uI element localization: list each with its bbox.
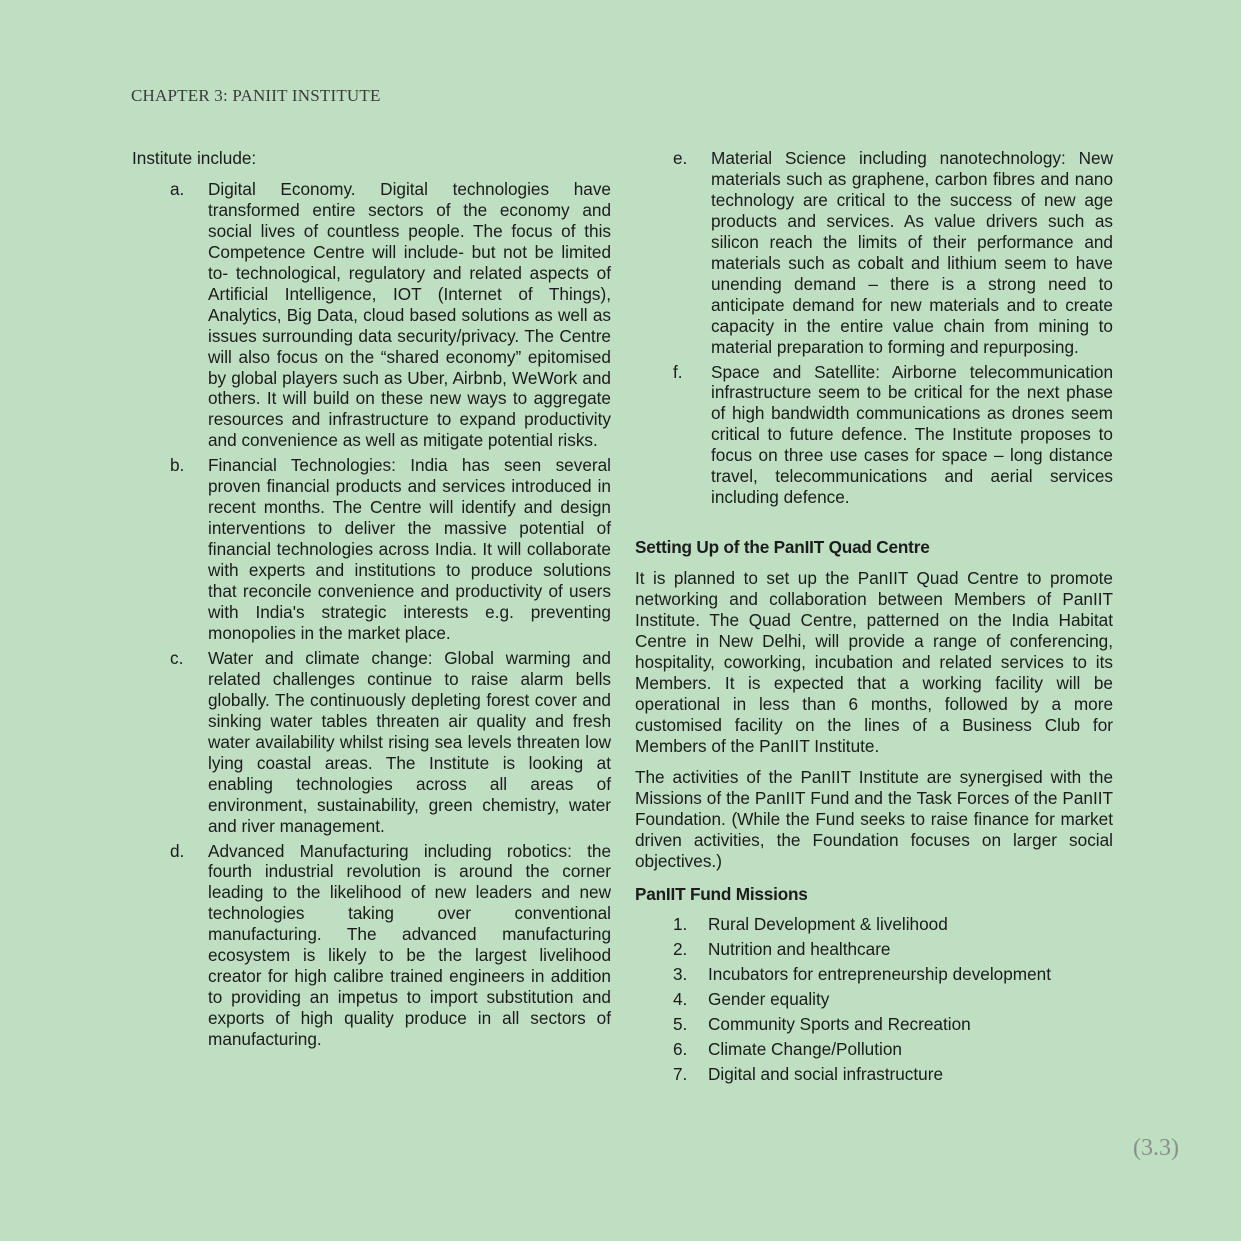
list-item-text: Digital Economy. Digital technologies have transformed entire sectors of the economy and social lives of countless people. The focus of this Competence Centre will include- but not be limited to- technological, regulatory and related aspects of Artificial Intelligence, IOT (Internet of Things), Analytics, Big Data, cloud based solutions as well as issues surrounding data security/privacy. The Centre will also focus on the “shared economy” epitomised by global players such as Uber, Airbnb, WeWork and others. It will build on these new ways to aggregate resources and infrastructure to expand productivity and convenience as well as mitigate potential risks. <box>208 178 611 451</box>
list-marker: e. <box>673 148 688 168</box>
mission-text: Climate Change/Pollution <box>708 1039 902 1060</box>
mission-item <box>635 989 1113 1010</box>
list-marker: a. <box>170 178 185 199</box>
mission-number: 7. <box>673 1064 688 1085</box>
mission-item <box>635 939 1113 960</box>
right-column <box>635 148 1113 1089</box>
list-item <box>635 362 1113 509</box>
intro-text: Institute include: <box>132 148 257 168</box>
mission-number: 1. <box>673 914 688 935</box>
competence-list-right <box>635 148 1113 508</box>
mission-item <box>635 964 1113 985</box>
mission-text: Gender equality <box>708 989 830 1010</box>
synergy-paragraph: The activities of the PanIIT Institute are synergised with the Missions of the PanIIT Fund and the Task Forces of the PanIIT Foundation. (While the Fund seeks to raise finance for market driven activities, the Foundation focuses on larger social objectives.) <box>635 766 1113 871</box>
quad-centre-heading: Setting Up of the PanIIT Quad Centre <box>635 537 930 558</box>
competence-list-left <box>132 179 611 1050</box>
mission-text: Community Sports and Recreation <box>708 1014 971 1035</box>
list-item <box>132 648 611 837</box>
mission-number: 6. <box>673 1039 688 1060</box>
mission-number: 4. <box>673 989 688 1010</box>
list-item-text: Material Science including nanotechnology: New materials such as graphene, carbon fibres and nano technology are critical to the success of new age products and services. As value drivers such as silicon reach the limits of their performance and materials such as cobalt and lithium seem to have unending demand – there is a strong need to anticipate demand for new materials and to create capacity in the entire value chain from mining to material preparation to forming and repurposing. <box>711 148 1113 357</box>
mission-item <box>635 1039 1113 1060</box>
mission-number: 2. <box>673 939 688 960</box>
list-marker: b. <box>170 455 185 476</box>
mission-item <box>635 914 1113 935</box>
list-item-text: Financial Technologies: India has seen several proven financial products and services introduced in recent months. The Centre will identify and design interventions to deliver the massive potential of financial technologies across India. It will collaborate with experts and institutions to produce solutions that reconcile convenience and productivity of users with India's strategic interests e.g. preventing monopolies in the market place. <box>208 455 611 643</box>
list-marker: d. <box>170 840 185 861</box>
chapter-header: CHAPTER 3: PANIIT INSTITUTE <box>131 86 381 105</box>
list-item-text: Water and climate change: Global warming and related challenges continue to raise alarm bells globally. The continuously depleting forest cover and sinking water tables threaten air quality and fresh water availability whilst rising sea levels threaten low lying coastal areas. The Institute is looking at enabling technologies across all areas of environment, sustainability, green chemistry, water and river management. <box>208 647 611 836</box>
list-item <box>635 148 1113 358</box>
mission-number: 3. <box>673 964 688 985</box>
list-marker: c. <box>170 647 184 668</box>
left-column <box>132 148 611 1054</box>
mission-text: Incubators for entrepreneurship development <box>708 964 1052 985</box>
list-marker: f. <box>673 361 683 382</box>
mission-text: Rural Development & livelihood <box>708 914 948 935</box>
fund-missions-list <box>635 914 1113 1085</box>
quad-centre-paragraph: It is planned to set up the PanIIT Quad Centre to promote networking and collaboration between Members of PanIIT Institute. The Quad Centre, patterned on the India Habitat Centre in New Delhi, will provide a range of conferencing, hospitality, coworking, incubation and related services to its Members. It is expected that a working facility will be operational in less than 6 months, followed by a more customised facility on the lines of a Business Club for Members of the PanIIT Institute. <box>635 568 1113 756</box>
mission-text: Nutrition and healthcare <box>708 939 891 960</box>
page-number: (3.3) <box>1133 1135 1179 1161</box>
list-item <box>132 455 611 644</box>
list-item-text: Advanced Manufacturing including robotics: the fourth industrial revolution is around the corner leading to the likelihood of new leaders and new technologies taking over conventional manufacturing. The advanced manufacturing ecosystem is likely to be the largest livelihood creator for high calibre trained engineers in addition to providing an impetus to import substitution and exports of high quality produce in all sectors of manufacturing. <box>208 840 611 1050</box>
fund-missions-heading: PanIIT Fund Missions <box>635 883 808 904</box>
list-item <box>132 179 611 451</box>
mission-item <box>635 1064 1113 1085</box>
list-item-text: Space and Satellite: Airborne telecommunication infrastructure seem to be critical for the next phase of high bandwidth communications as drones seem critical to future defence. The Institute proposes to focus on three use cases for space – long distance travel, telecommunications and aerial services including defence. <box>711 361 1113 508</box>
mission-number: 5. <box>673 1014 688 1035</box>
mission-item <box>635 1014 1113 1035</box>
list-item <box>132 841 611 1051</box>
mission-text: Digital and social infrastructure <box>708 1064 944 1085</box>
